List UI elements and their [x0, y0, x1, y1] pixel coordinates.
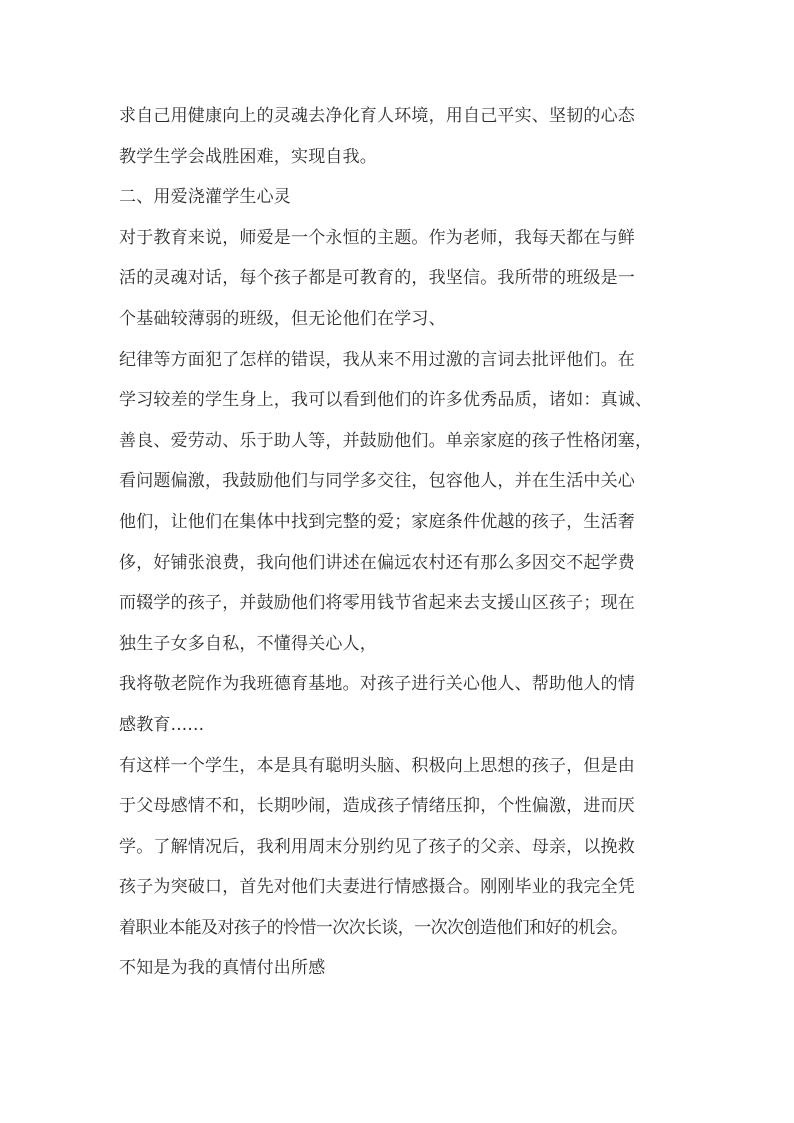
text-line: 个基础较薄弱的班级，但无论他们在学习、	[119, 308, 446, 329]
text-line: 于父母感情不和，长期吵闹，造成孩子情绪压抑，个性偏激，进而厌	[119, 796, 635, 817]
text-line: 有这样一个学生，本是具有聪明头脑、积极向上思想的孩子，但是由	[119, 755, 635, 776]
text-line: 孩子为突破口，首先对他们夫妻进行情感摄合。刚刚毕业的我完全凭	[119, 877, 635, 898]
document-body	[119, 96, 679, 989]
text-line: 善良、爱劳动、乐于助人等，并鼓励他们。单亲家庭的孩子性格闭塞，	[119, 430, 653, 451]
text-line: 而辍学的孩子，并鼓励他们将零用钱节省起来去支援山区孩子；现在	[119, 593, 635, 614]
text-line: 对于教育来说，师爱是一个永恒的主题。作为老师，我每天都在与鲜	[119, 227, 635, 248]
text-line: 学。了解情况后，我利用周末分别约见了孩子的父亲、母亲，以挽救	[119, 836, 635, 857]
text-line: 活的灵魂对话，每个孩子都是可教育的，我坚信。我所带的班级是一	[119, 268, 635, 289]
text-line: 他们，让他们在集体中找到完整的爱；家庭条件优越的孩子，生活奢	[119, 511, 635, 532]
section-heading: 二、用爱浇灌学生心灵	[119, 187, 291, 208]
text-line: 我将敬老院作为我班德育基地。对孩子进行关心他人、帮助他人的情	[119, 674, 635, 695]
text-line: 看问题偏激，我鼓励他们与同学多交往，包容他人，并在生活中关心	[119, 471, 635, 492]
text-line: 侈，好铺张浪费，我向他们讲述在偏远农村还有那么多因交不起学费	[119, 552, 635, 573]
text-line: 求自己用健康向上的灵魂去净化育人环境，用自己平实、坚韧的心态	[119, 106, 635, 126]
text-line: 不知是为我的真情付出所感	[119, 958, 326, 979]
text-line: 纪律等方面犯了怎样的错误，我从来不用过激的言词去批评他们。在	[119, 349, 635, 370]
text-line: 学习较差的学生身上，我可以看到他们的许多优秀品质，诸如：真诚、	[119, 390, 653, 411]
text-line: 感教育......	[119, 714, 205, 735]
text-line: 着职业本能及对孩子的怜惜一次次长谈，一次次创造他们和好的机会。	[119, 917, 628, 938]
text-line: 教学生学会战胜困难，实现自我。	[119, 146, 377, 167]
text-line: 独生子女多自私，不懂得关心人，	[119, 633, 377, 654]
